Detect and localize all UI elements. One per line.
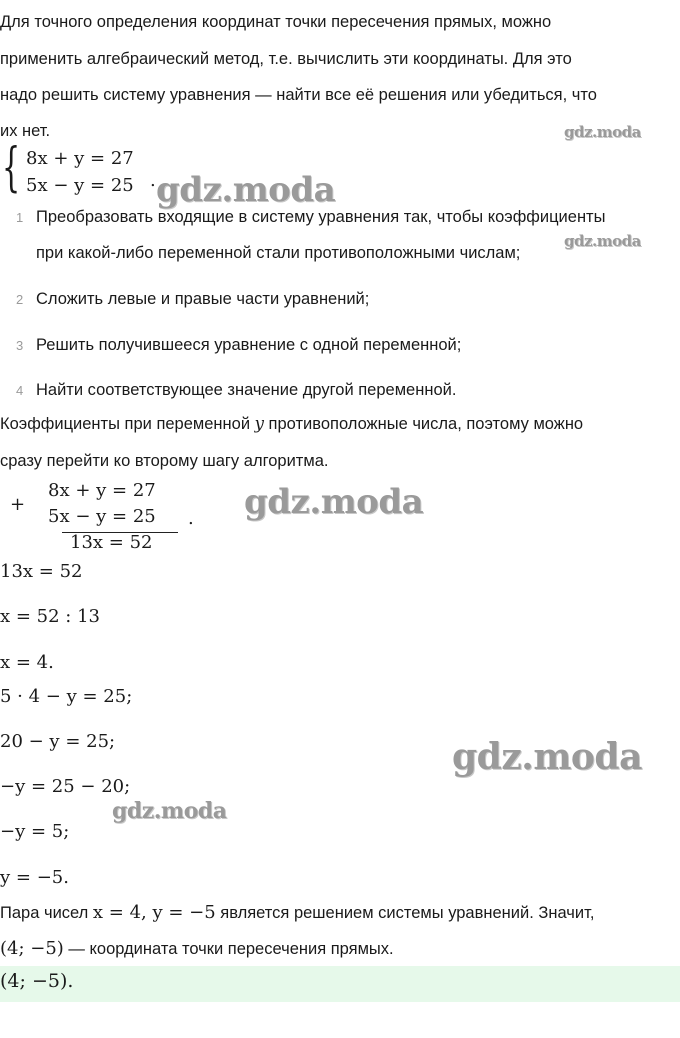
- watermark: gdz.moda: [156, 170, 336, 210]
- intro-line-3: надо решить систему уравнения — найти все её решения или убедиться, что: [0, 86, 597, 104]
- intro-line-4: их нет.: [0, 122, 51, 140]
- conclusion-line-2: (4; −5) — координата точки пересечения прямых.: [0, 938, 394, 959]
- step-text: Сложить левые и правые части уравнений;: [36, 290, 370, 308]
- system-eq-1: 8x + y = 27: [26, 148, 134, 169]
- solution-line: −y = 25 − 20;: [0, 776, 131, 797]
- plus-sign: +: [10, 494, 26, 515]
- solution-line: −y = 5;: [0, 821, 70, 842]
- watermark: gdz.moda: [244, 482, 424, 522]
- watermark: gdz.moda: [112, 798, 227, 824]
- solution-line: y = −5.: [0, 867, 69, 888]
- addition-eq-1: 8x + y = 27: [48, 480, 156, 501]
- conclusion-line-1: Пара чисел x = 4, y = −5 является решением системы уравнений. Значит,: [0, 902, 595, 923]
- addition-eq-2: 5x − y = 25: [48, 506, 156, 527]
- addition-sum: 13x = 52: [70, 532, 153, 553]
- intro-line-2: применить алгебраический метод, т.е. вычислить эти координаты. Для это: [0, 50, 572, 68]
- step-text: Решить получившееся уравнение с одной переменной;: [36, 336, 462, 354]
- watermark: gdz.moda: [564, 232, 641, 250]
- system-end: .: [150, 170, 156, 191]
- step-text: Преобразовать входящие в систему уравнения так, чтобы коэффициенты: [36, 208, 606, 226]
- answer-text: (4; −5).: [0, 970, 74, 992]
- step-text: Найти соответствующее значение другой переменной.: [36, 381, 457, 399]
- step-text: при какой-либо переменной стали противоположными числам;: [36, 244, 521, 262]
- solution-line: 5 · 4 − y = 25;: [0, 686, 133, 707]
- solution-pair: x = 4, y = −5: [92, 902, 216, 923]
- answer-box: [0, 966, 680, 1002]
- watermark: gdz.moda: [452, 736, 642, 778]
- intersection-point: (4; −5): [0, 938, 64, 959]
- intro-line-1: Для точного определения координат точки пересечения прямых, можно: [0, 13, 552, 31]
- addition-end: .: [188, 508, 194, 529]
- step-number: 4: [16, 383, 24, 398]
- watermark: gdz.moda: [564, 123, 641, 141]
- solution-line: 13x = 52: [0, 561, 83, 582]
- variable-y: y: [254, 414, 264, 433]
- note-line-1: Коэффициенты при переменной y противоположные числа, поэтому можно: [0, 414, 584, 433]
- step-number: 3: [16, 338, 24, 353]
- solution-line: x = 4.: [0, 652, 54, 673]
- solution-line: 20 − y = 25;: [0, 731, 116, 752]
- note-line-2: сразу перейти ко второму шагу алгоритма.: [0, 452, 329, 470]
- column-addition: [0, 478, 240, 556]
- solution-line: x = 52 : 13: [0, 606, 100, 627]
- step-number: 2: [16, 292, 24, 307]
- system-brace: {: [2, 138, 21, 198]
- system-eq-2: 5x − y = 25: [26, 175, 134, 196]
- step-number: 1: [16, 210, 24, 225]
